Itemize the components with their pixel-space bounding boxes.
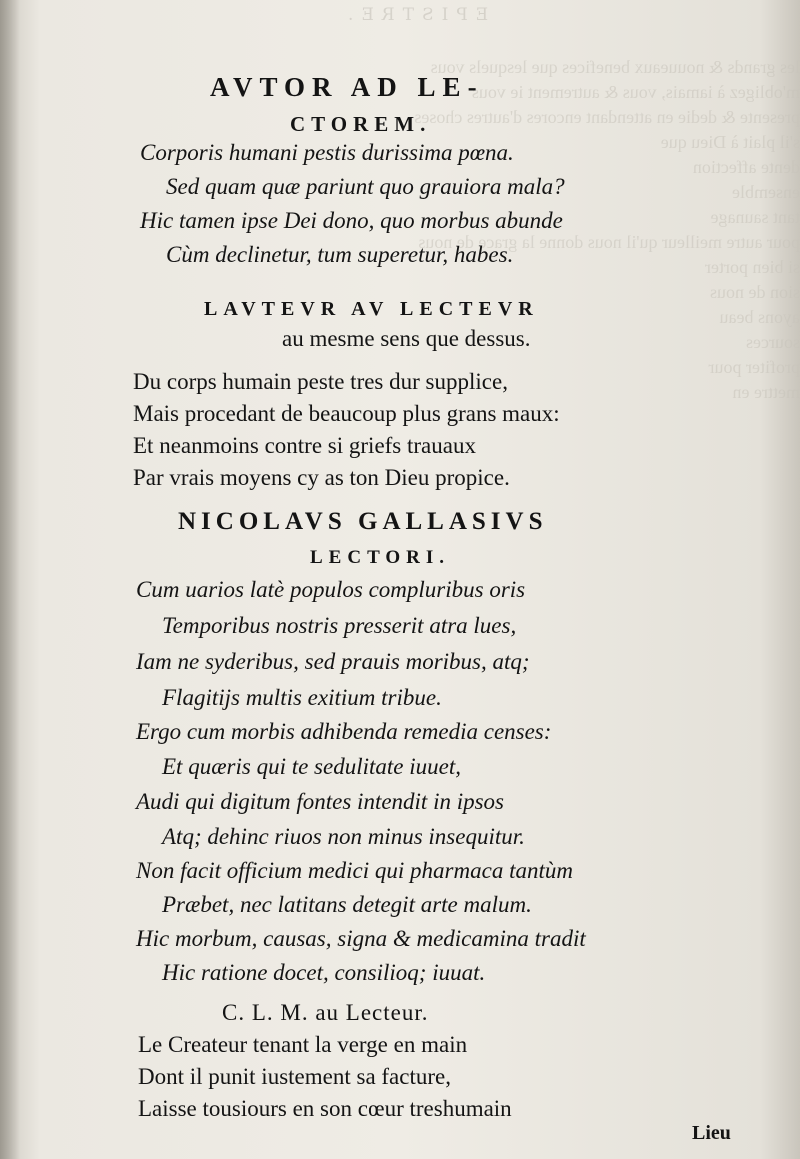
- bleed-line: presente & dedie en attendant encores d'autres choses: [414, 107, 800, 127]
- poem3-line: Iam ne syderibus, sed prauis moribus, atq;: [136, 649, 530, 674]
- bleed-line: les grands & nouueaux benefices que lesquels vous: [430, 57, 800, 77]
- poem1-title-line2: CTOREM.: [290, 112, 432, 136]
- poem3-line: Cum uarios latè populos compluribus oris: [136, 577, 526, 602]
- poem1-line: Sed quam quæ pariunt quo grauiora mala?: [166, 174, 565, 199]
- poem3-line: Atq; dehinc riuos non minus insequitur.: [162, 824, 525, 849]
- poem3-line: Audi qui digitum fontes intendit in ipsos: [136, 789, 504, 814]
- poem4-line: Dont il punit iustement sa facture,: [138, 1064, 451, 1089]
- bleed-line: s'il plait à Dieu que: [660, 132, 800, 152]
- bleed-line: sources: [746, 332, 800, 352]
- poem1-line: Cùm declinetur, tum superetur, habes.: [166, 242, 514, 267]
- bleed-line: ayons beau: [719, 307, 800, 327]
- poem3-line: Non facit officium medici qui pharmaca tantùm: [136, 858, 573, 883]
- poem4-line: Le Createur tenant la verge en main: [138, 1032, 468, 1057]
- poem3-line: Hic morbum, causas, signa & medicamina tradit: [136, 926, 586, 951]
- poem2-title: LAVTEVR AV LECTEVR: [204, 298, 539, 320]
- poem2-line: Et neanmoins contre si griefs trauaux: [133, 433, 476, 458]
- catchword: Lieu: [692, 1122, 731, 1144]
- poem2-line: Mais procedant de beaucoup plus grans maux:: [133, 401, 560, 426]
- poem1-line: Hic tamen ipse Dei dono, quo morbus abunde: [140, 208, 563, 233]
- poem2-line: Du corps humain peste tres dur supplice,: [133, 369, 508, 394]
- bleed-line: ensemble: [732, 182, 800, 202]
- bleed-line: tant saunage: [710, 207, 800, 227]
- poem2-subtitle: au mesme sens que dessus.: [282, 326, 531, 351]
- bleed-line: sion de nous: [710, 282, 800, 302]
- bleed-through-header: EPISTRE.: [340, 5, 489, 25]
- poem1-line: Corporis humani pestis durissima pœna.: [140, 140, 514, 165]
- poem1-title-line1: AVTOR AD LE-: [210, 72, 484, 102]
- poem3-line: Et quæris qui te sedulitate iuuet,: [162, 754, 461, 779]
- poem3-title: NICOLAVS GALLASIVS: [178, 508, 548, 535]
- page-gutter-shadow: [0, 0, 20, 1159]
- bleed-line: dente affection: [692, 157, 800, 177]
- poem3-line: Temporibus nostris presserit atra lues,: [162, 613, 517, 638]
- bleed-line: mettre en: [732, 382, 800, 402]
- bleed-line: pour autre meilleur qu'il nous donne la grace de nous: [418, 232, 800, 252]
- poem3-line: Ergo cum morbis adhibenda remedia censes:: [136, 719, 552, 744]
- bleed-line: profiter pour: [708, 357, 800, 377]
- poem2-line: Par vrais moyens cy as ton Dieu propice.: [133, 465, 510, 490]
- poem4-line: Laisse tousiours en son cœur treshumain: [138, 1096, 512, 1121]
- poem3-subtitle: LECTORI.: [310, 547, 451, 568]
- bleed-line: si bien porter: [705, 257, 800, 277]
- poem3-line: Præbet, nec latitans detegit arte malum.: [162, 892, 532, 917]
- bleed-line: m'obligez à iamais, vous & autrement ie vous: [471, 82, 800, 102]
- poem3-line: Flagitijs multis exitium tribue.: [162, 685, 442, 710]
- poem3-line: Hic ratione docet, consilioq; iuuat.: [162, 960, 486, 985]
- poem4-title: C. L. M. au Lecteur.: [222, 1000, 429, 1025]
